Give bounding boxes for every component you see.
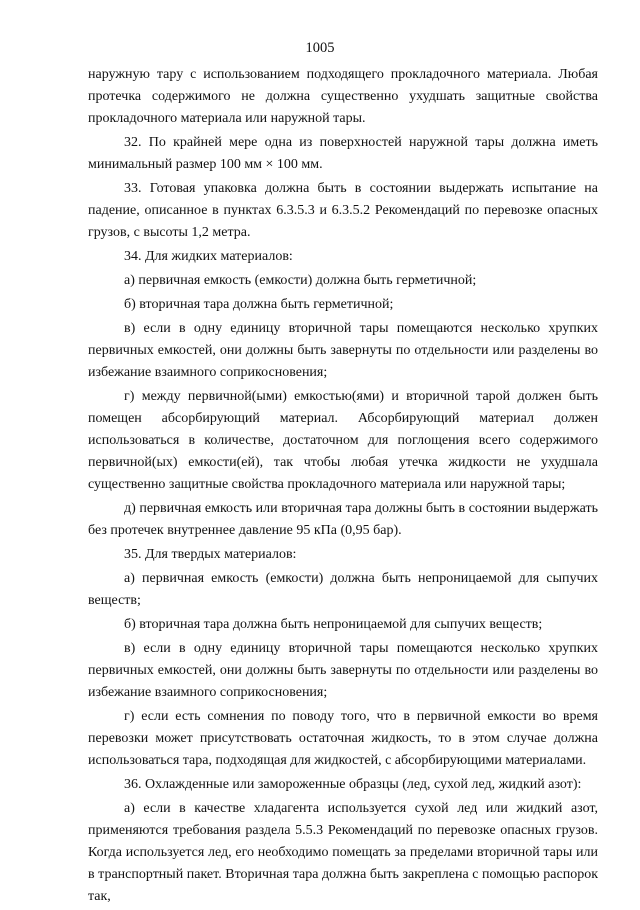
paragraph-item-33: 33. Готовая упаковка должна быть в состоянии выдержать испытание на падение, описанное в пунктах 6.3.5.3 и 6.3.5.2 Рекомендаций по перевозке опасных грузов, с высоты 1,2 метра. [88,181,598,240]
paragraph-item-35-a: а) первичная емкость (емкости) должна быть непроницаемой для сыпучих веществ; [88,571,598,608]
paragraph-item-36-a: а) если в качестве хладагента используется сухой лед или жидкий азот, применяются требования раздела 5.5.3 Рекомендаций по перевозке опасных грузов. Когда используется лед, его необходимо помещать за пределами вторичной тары или в транспортный пакет. Вторичная тара должна быть закреплена с помощью распорок так, [88,801,598,904]
paragraph-continuation: наружную тару с использованием подходящего прокладочного материала. Любая протечка содержимого не должна существенно ухудшать защитные свойства прокладочного материала или наружной тары. [88,67,598,126]
paragraph-item-32: 32. По крайней мере одна из поверхностей наружной тары должна иметь минимальный размер 100 мм × 100 мм. [88,135,598,172]
paragraph-item-35-b: б) вторичная тара должна быть непроницаемой для сыпучих веществ; [124,617,543,632]
paragraph-item-34-b: б) вторичная тара должна быть герметичной; [124,297,394,312]
paragraph-item-35-g: г) если есть сомнения по поводу того, что в первичной емкости во время перевозки может присутствовать остаточная жидкость, то в этом случае должна использоваться тара, подходящая для жидкостей, с абсорбирующими материалами. [88,709,598,768]
paragraph-item-34-heading: 34. Для жидких материалов: [124,249,293,264]
page-number: 1005 [305,40,335,56]
paragraph-item-36-heading: 36. Охлажденные или замороженные образцы (лед, сухой лед, жидкий азот): [124,777,582,792]
paragraph-item-34-v: в) если в одну единицу вторичной тары помещаются несколько хрупких первичных емкостей, они должны быть завернуты по отдельности или разделены во избежание взаимного соприкосновения; [88,321,598,380]
paragraph-item-34-d: д) первичная емкость или вторичная тара должны быть в состоянии выдержать без протечек внутреннее давление 95 кПа (0,95 бар). [88,501,598,538]
paragraph-item-35-heading: 35. Для твердых материалов: [124,547,297,562]
paragraph-item-34-a: а) первичная емкость (емкости) должна быть герметичной; [124,273,477,288]
paragraph-item-35-v: в) если в одну единицу вторичной тары помещаются несколько хрупких первичных емкостей, они должны быть завернуты по отдельности или разделены во избежание взаимного соприкосновения; [88,641,598,700]
paragraph-item-34-g: г) между первичной(ыми) емкостью(ями) и вторичной тарой должен быть помещен абсорбирующий материал. Абсорбирующий материал должен использоваться в количестве, достаточном для поглощения всего содержимого первичной(ых) емкости(ей), так чтобы любая утечка жидкости не ухудшала существенно защитные свойства прокладочного материала или наружной тары; [88,389,598,492]
document-body [88,64,598,910]
